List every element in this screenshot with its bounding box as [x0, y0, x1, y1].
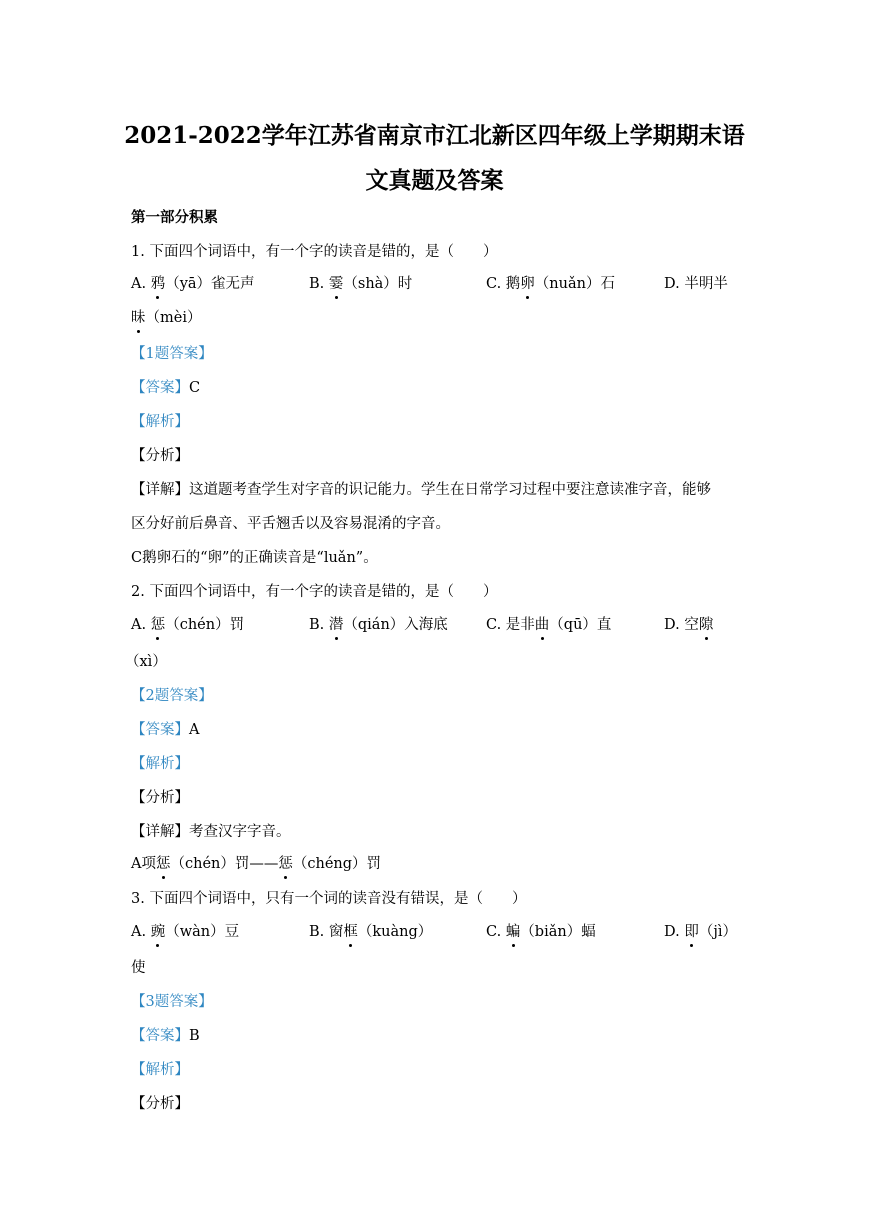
question-2-note: A项惩（chén）罚——惩（chéng）罚	[131, 852, 381, 873]
question-1-option-d-wrap: 昧（mèi）	[131, 306, 201, 327]
question-3-option-d: D. 即（jì）	[664, 920, 737, 941]
question-2-detail: 【详解】考查汉字字音。	[131, 824, 291, 840]
question-1-option-c: C. 鹅卵（nuǎn）石	[486, 272, 615, 293]
question-1-answer: 【答案】C	[131, 380, 201, 396]
question-2-answer: 【答案】A	[131, 722, 200, 738]
question-2-option-b: B. 潜（qián）入海底	[309, 613, 448, 634]
question-1-analysis-label: 【解析】	[131, 414, 189, 430]
question-1-stem: 1. 下面四个词语中，有一个字的读音是错的，是（ ）	[131, 244, 498, 260]
question-2-fenxi-label: 【分析】	[131, 790, 189, 806]
document-title-line-2: 文真题及答案	[365, 167, 504, 194]
question-2-option-c: C. 是非曲（qū）直	[486, 613, 611, 634]
question-2-option-d: D. 空隙	[664, 613, 713, 634]
question-1-detail-cont: 区分好前后鼻音、平舌翘舌以及容易混淆的字音。	[131, 516, 450, 532]
question-3-analysis-label: 【解析】	[131, 1062, 189, 1078]
question-1-option-d: D. 半明半	[664, 276, 728, 292]
question-3-option-d-wrap: 使	[131, 960, 146, 976]
question-2-analysis-label: 【解析】	[131, 756, 189, 772]
question-1-fenxi-label: 【分析】	[131, 448, 189, 464]
question-1-option-a: A. 鸦（yā）雀无声	[131, 272, 255, 293]
question-3-answer-tag: 【3题答案】	[131, 994, 213, 1010]
question-1-option-b: B. 霎（shà）时	[309, 272, 412, 293]
question-3-option-b: B. 窗框（kuàng）	[309, 920, 432, 941]
question-1-note: C鹅卵石的“卵”的正确读音是“luǎn”。	[131, 550, 378, 566]
question-2-answer-tag: 【2题答案】	[131, 688, 213, 704]
question-3-fenxi-label: 【分析】	[131, 1096, 189, 1112]
question-3-stem: 3. 下面四个词语中，只有一个词的读音没有错误，是（ ）	[131, 891, 527, 907]
document-title-line-1: 2021-2022学年江苏省南京市江北新区四年级上学期期末语	[124, 122, 745, 149]
question-2-option-d-wrap: （xì）	[125, 654, 167, 670]
question-1-detail: 【详解】这道题考查学生对字音的识记能力。学生在日常学习过程中要注意读准字音，能够	[131, 482, 711, 498]
question-3-option-a: A. 豌（wàn）豆	[131, 920, 239, 941]
question-3-option-c: C. 蝙（biǎn）蝠	[486, 920, 596, 941]
question-3-answer: 【答案】B	[131, 1028, 200, 1044]
section-heading: 第一部分积累	[131, 209, 218, 226]
question-2-stem: 2. 下面四个词语中，有一个字的读音是错的，是（ ）	[131, 584, 498, 600]
question-1-answer-tag: 【1题答案】	[131, 346, 213, 362]
question-2-option-a: A. 惩（chén）罚	[131, 613, 244, 634]
